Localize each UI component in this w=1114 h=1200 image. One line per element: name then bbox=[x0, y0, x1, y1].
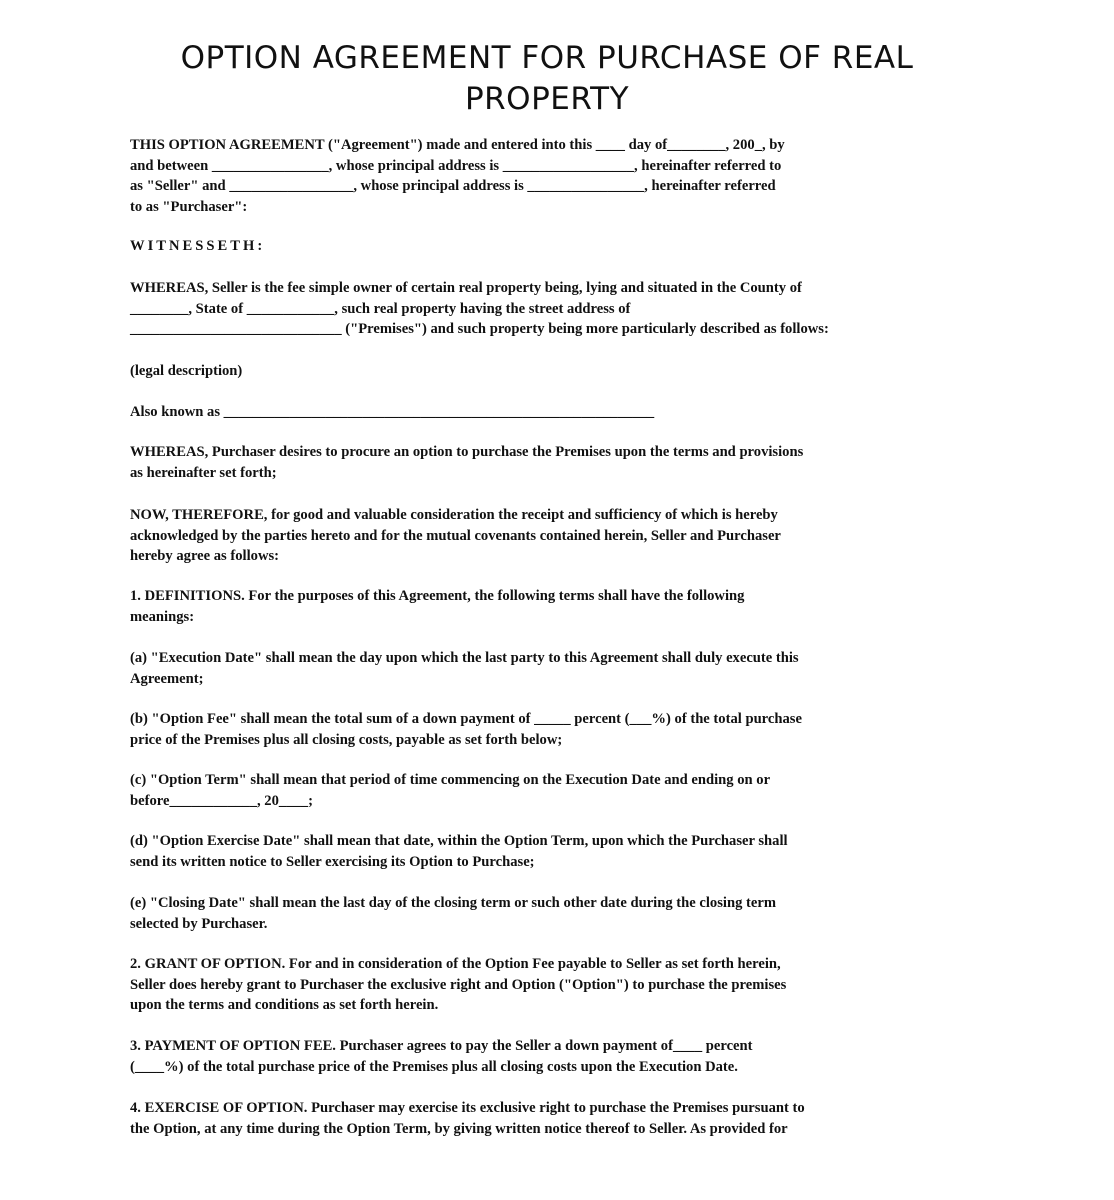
preamble-paragraph bbox=[130, 135, 970, 217]
title-line-1: OPTION AGREEMENT FOR PURCHASE OF REAL bbox=[180, 40, 914, 76]
section-3-line: 3. PAYMENT OF OPTION FEE. Purchaser agrees to pay the Seller a down payment of____ percent bbox=[130, 1038, 753, 1054]
definition-d-line: send its written notice to Seller exercising its Option to Purchase; bbox=[130, 853, 535, 870]
witnesseth-text: WITNESSETH: bbox=[130, 238, 266, 254]
title-line-2: PROPERTY bbox=[464, 81, 630, 117]
section-2-grant-of-option bbox=[130, 954, 970, 1016]
whereas-seller-line: WHEREAS, Seller is the fee simple owner of certain real property being, lying and situated in the County of bbox=[130, 280, 802, 296]
section-2-line: 2. GRANT OF OPTION. For and in consideration of the Option Fee payable to Seller as set forth herein, bbox=[130, 956, 781, 972]
also-known-as-text: Also known as ___________________________________________________________ bbox=[130, 404, 655, 420]
whereas-seller-paragraph bbox=[130, 278, 970, 340]
section-1-line: 1. DEFINITIONS. For the purposes of this Agreement, the following terms shall have the following bbox=[130, 588, 745, 604]
now-therefore-line: NOW, THEREFORE, for good and valuable consideration the receipt and sufficiency of which is hereby bbox=[130, 507, 778, 523]
preamble-line: as "Seller" and _________________, whose principal address is ________________, hereinafter referred bbox=[130, 178, 776, 194]
definition-a-line: Agreement; bbox=[130, 670, 204, 687]
definition-a bbox=[130, 648, 970, 689]
witnesseth-heading bbox=[130, 236, 970, 257]
legal-description bbox=[130, 361, 970, 382]
whereas-seller-line: ________, State of ____________, such real property having the street address of bbox=[130, 300, 631, 317]
legal-description-text: (legal description) bbox=[130, 363, 243, 379]
section-2-line: upon the terms and conditions as set forth herein. bbox=[130, 997, 439, 1013]
definition-d-line: (d) "Option Exercise Date" shall mean that date, within the Option Term, upon which the Purchaser shall bbox=[130, 833, 788, 849]
definition-b-line: (b) "Option Fee" shall mean the total sum of a down payment of _____ percent (___%) of the total purchase bbox=[130, 711, 802, 727]
definition-a-line: (a) "Execution Date" shall mean the day upon which the last party to this Agreement shall duly execute this bbox=[130, 650, 799, 666]
now-therefore-line: hereby agree as follows: bbox=[130, 548, 280, 564]
now-therefore-paragraph bbox=[130, 505, 970, 567]
definition-e bbox=[130, 893, 970, 934]
whereas-purchaser-line: as hereinafter set forth; bbox=[130, 464, 277, 481]
definition-e-line: selected by Purchaser. bbox=[130, 915, 268, 932]
whereas-seller-line: _____________________________ ("Premises") and such property being more particularly described as follows: bbox=[130, 321, 829, 337]
definition-e-line: (e) "Closing Date" shall mean the last day of the closing term or such other date during the closing term bbox=[130, 895, 776, 911]
definition-d bbox=[130, 831, 970, 872]
whereas-purchaser-line: WHEREAS, Purchaser desires to procure an option to purchase the Premises upon the terms and provisions bbox=[130, 444, 804, 460]
definition-c-line: (c) "Option Term" shall mean that period of time commencing on the Execution Date and ending on or bbox=[130, 772, 771, 788]
section-4-line: the Option, at any time during the Option Term, by giving written notice thereof to Seller. As provided for bbox=[130, 1120, 788, 1137]
section-3-payment-of-option-fee bbox=[130, 1036, 970, 1077]
whereas-purchaser-paragraph bbox=[130, 442, 970, 483]
preamble-line: THIS OPTION AGREEMENT ("Agreement") made and entered into this ____ day of________, 200_, by bbox=[130, 137, 785, 153]
section-3-line: (____%) of the total purchase price of the Premises plus all closing costs upon the Execution Date. bbox=[130, 1058, 738, 1075]
now-therefore-line: acknowledged by the parties hereto and for the mutual covenants contained herein, Seller and Purchaser bbox=[130, 527, 781, 544]
section-1-line: meanings: bbox=[130, 608, 195, 625]
section-2-line: Seller does hereby grant to Purchaser the exclusive right and Option ("Option") to purchase the premises bbox=[130, 976, 787, 993]
document-title bbox=[0, 38, 1094, 120]
preamble-line: and between ________________, whose principal address is __________________, hereinafter referred to bbox=[130, 157, 782, 174]
definition-b bbox=[130, 709, 970, 750]
definition-b-line: price of the Premises plus all closing costs, payable as set forth below; bbox=[130, 731, 563, 748]
definition-c bbox=[130, 770, 970, 811]
also-known-as bbox=[130, 402, 970, 423]
section-1-definitions bbox=[130, 586, 970, 627]
preamble-line: to as "Purchaser": bbox=[130, 198, 248, 215]
section-4-exercise-of-option bbox=[130, 1098, 970, 1139]
section-4-line: 4. EXERCISE OF OPTION. Purchaser may exercise its exclusive right to purchase the Premises pursuant to bbox=[130, 1100, 805, 1116]
definition-c-line: before____________, 20____; bbox=[130, 792, 313, 809]
